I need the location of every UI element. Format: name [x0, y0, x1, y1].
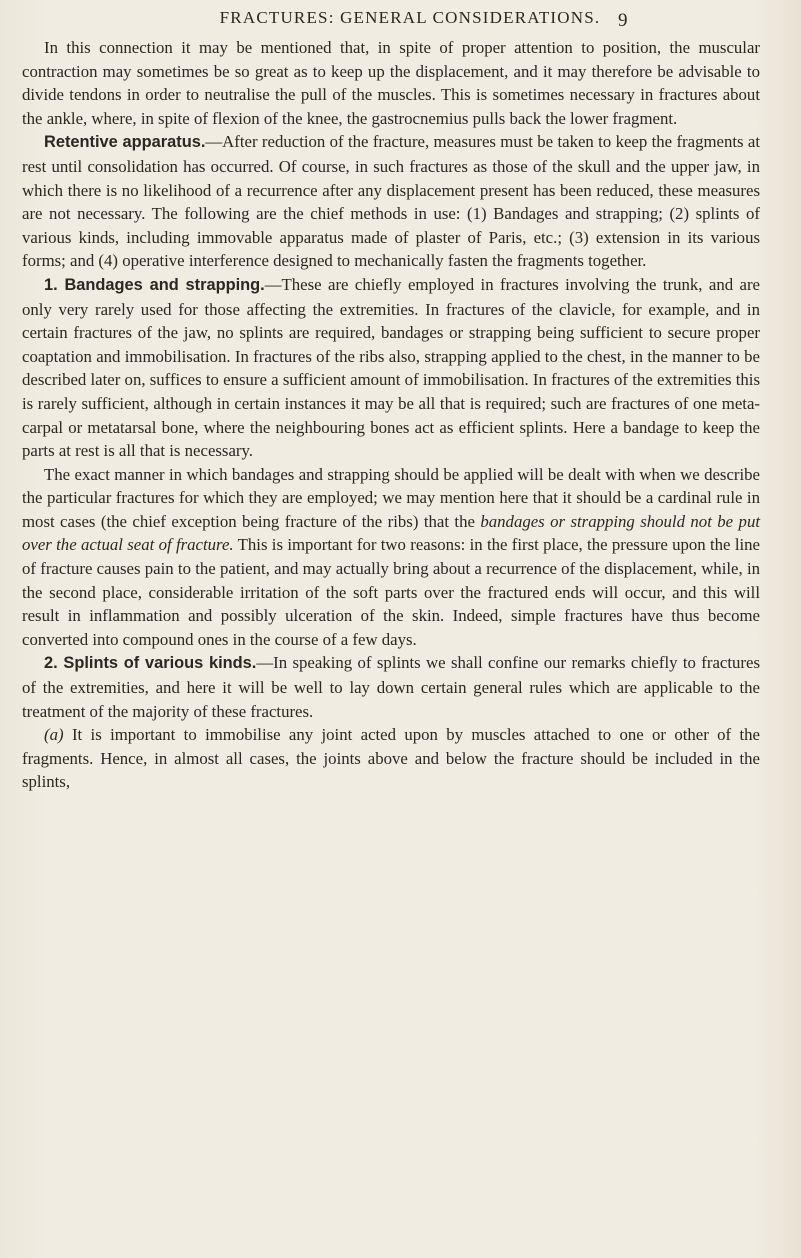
paragraph-text: The exact manner in which bandages and strapping should be applied will be dealt with when we describe the particular fractures for which they are employed; we may mention here that it should be a cardinal rule in most cases (the chief exception being fracture of the ribs) that the [22, 464, 760, 531]
section-heading-retentive-apparatus: Retentive apparatus. [44, 133, 206, 152]
paragraph-splints [22, 651, 760, 723]
paragraph-rule-a [22, 723, 760, 794]
paragraph-text: This is important for two reasons: in the first place, the pressure upon the line of fracture causes pain to the patient, and may actually bring about a recurrence of the displacement, while, in the second place, considerable irritation of the soft parts over the fractured ends will occur, and this will result in inflammation and possibly ulceration of the skin. Indeed, simple fractures have thus become converted into compound ones in the course of a few days. [22, 535, 760, 649]
page-number: 9 [618, 10, 628, 31]
body-text [22, 36, 760, 794]
paragraph-text: It is important to immobilise any joint acted upon by muscles attached to one or other of the fragments. Hence, in almost all cases, the joints above and below the fracture should be included in the splints, [22, 725, 760, 792]
paragraph-muscular-contraction: In this connection it may be mentioned that, in spite of proper attention to position, the muscular contraction may sometimes be so great as to keep up the displacement, and it may therefore be advisable to divide tendons in order to neutralise the pull of the muscles. This is sometimes necessary in fractures about the ankle, where, in spite of flexion of the knee, the gastrocnemius pulls back the lower fragment. [22, 38, 760, 128]
section-heading-bandages: 1. Bandages and strapping. [44, 275, 265, 294]
paragraph-retentive-apparatus [22, 130, 760, 273]
paragraph-text: —In speaking of splints we shall confine our remarks chiefly to fractures of the extremities, and here it will be well to lay down certain general rules which are applicable to the treatment of the majority of these fractures. [22, 653, 760, 721]
section-heading-splints: 2. Splints of various kinds. [44, 654, 257, 673]
emphasis-text: bandages or strapping should not be put over the actual seat of fracture. [22, 511, 760, 555]
paragraph-text: —These are chiefly employed in fractures involving the trunk, and are only very rarely used for those affecting the extremities. In fractures of the clavicle, for example, and in certain fractures of the jaw, no splints are required, bandages or strapping being sufficient to secure proper coaptation and immobilisation. In fractures of the ribs also, strapping applied to the chest, in the manner to be described later on, suffices to ensure a sufficient amount of immobilisation. In fractures of the extremities this is rarely sufficient, although in certain instances it may be all that is required; such are fractures of one meta-carpal or metatarsal bone, where the neighbouring bones act as efficient splints. Here a bandage to keep the parts at rest is all that is necessary. [22, 274, 761, 461]
paragraph-bandages-strapping [22, 273, 760, 463]
list-label: (a) [44, 725, 64, 745]
paragraph-text: —After reduction of the fracture, measures must be taken to keep the fragments at rest until consolidation has occurred. Of course, in such fractures as those of the skull and the upper jaw, in which there is no likelihood of a recurrence after any displacement present has been reduced, these measures are not necessary. The following are the chief methods in use: (1) Bandages and strapping; (2) splints of various kinds, including immovable apparatus made of plaster of Paris, etc.; (3) extension in its various forms; and (4) operative interference designed to mechanically fasten the fragments together. [22, 132, 760, 271]
paragraph-cardinal-rule [22, 463, 760, 652]
running-header: FRACTURES: GENERAL CONSIDERATIONS. [219, 8, 601, 27]
